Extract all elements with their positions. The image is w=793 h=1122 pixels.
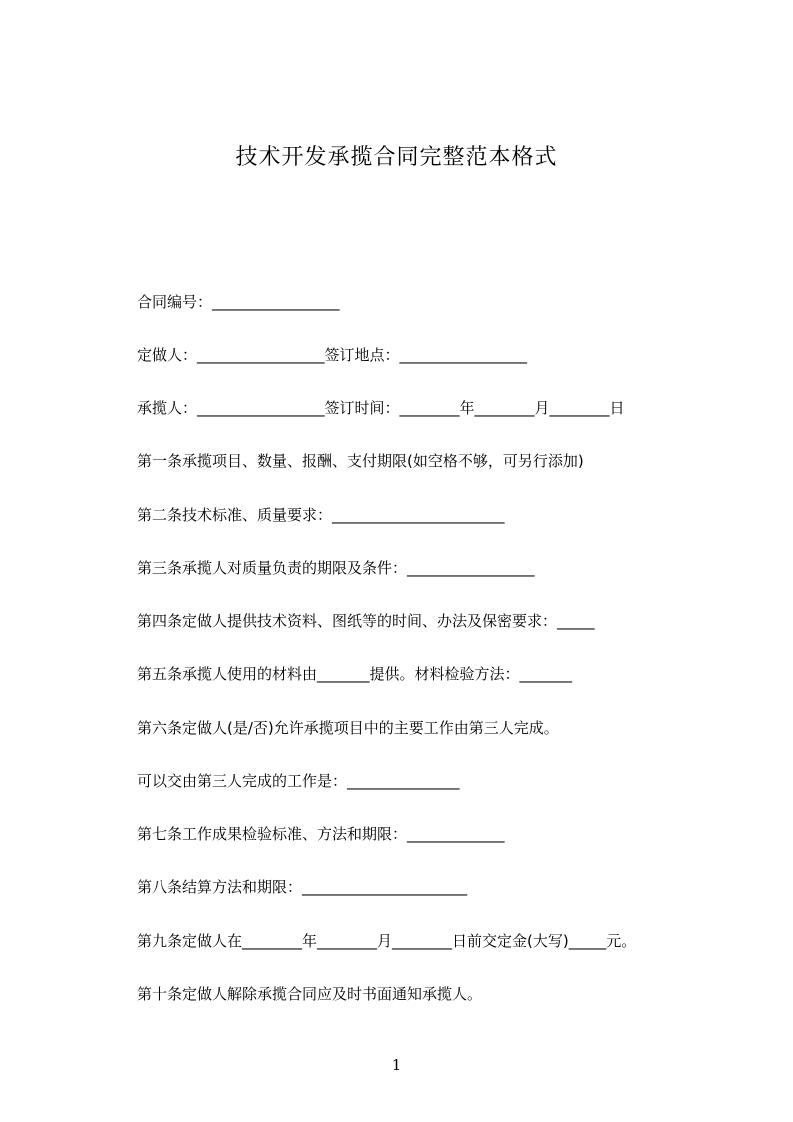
article-10-line: 第十条定做人解除承揽合同应及时书面通知承揽人。 xyxy=(137,985,483,1003)
article-7-line: 第七条工作成果检验标准、方法和期限：_____________ xyxy=(137,825,505,843)
article-2-line: 第二条技术标准、质量要求：_______________________ xyxy=(137,506,505,524)
article-1-line: 第一条承揽项目、数量、报酬、支付期限(如空格不够，可另行添加) xyxy=(137,452,584,470)
article-8-line: 第八条结算方法和期限：______________________ xyxy=(137,878,468,896)
article-5-line: 第五条承揽人使用的材料由_______提供。材料检验方法：_______ xyxy=(137,665,573,683)
page-number: 1 xyxy=(391,1056,402,1074)
article-9-line: 第九条定做人在________年________月________日前交定金(大写)_____元。 xyxy=(137,932,637,950)
contractor-signing-time-line: 承揽人：_________________签订时间：________年________月________日 xyxy=(137,399,625,417)
document-title: 技术开发承揽合同完整范本格式 xyxy=(235,145,558,170)
article-3-line: 第三条承揽人对质量负责的期限及条件：_________________ xyxy=(137,559,535,577)
article-4-line: 第四条定做人提供技术资料、图纸等的时间、办法及保密要求：_____ xyxy=(137,612,595,630)
client-signing-place-line: 定做人：_________________签订地点：_________________ xyxy=(137,346,528,364)
contract-number-line: 合同编号：_________________ xyxy=(137,293,340,311)
article-6-line: 第六条定做人(是/否)允许承揽项目中的主要工作由第三人完成。 xyxy=(137,719,559,737)
third-party-work-line: 可以交由第三人完成的工作是：_______________ xyxy=(137,772,460,790)
